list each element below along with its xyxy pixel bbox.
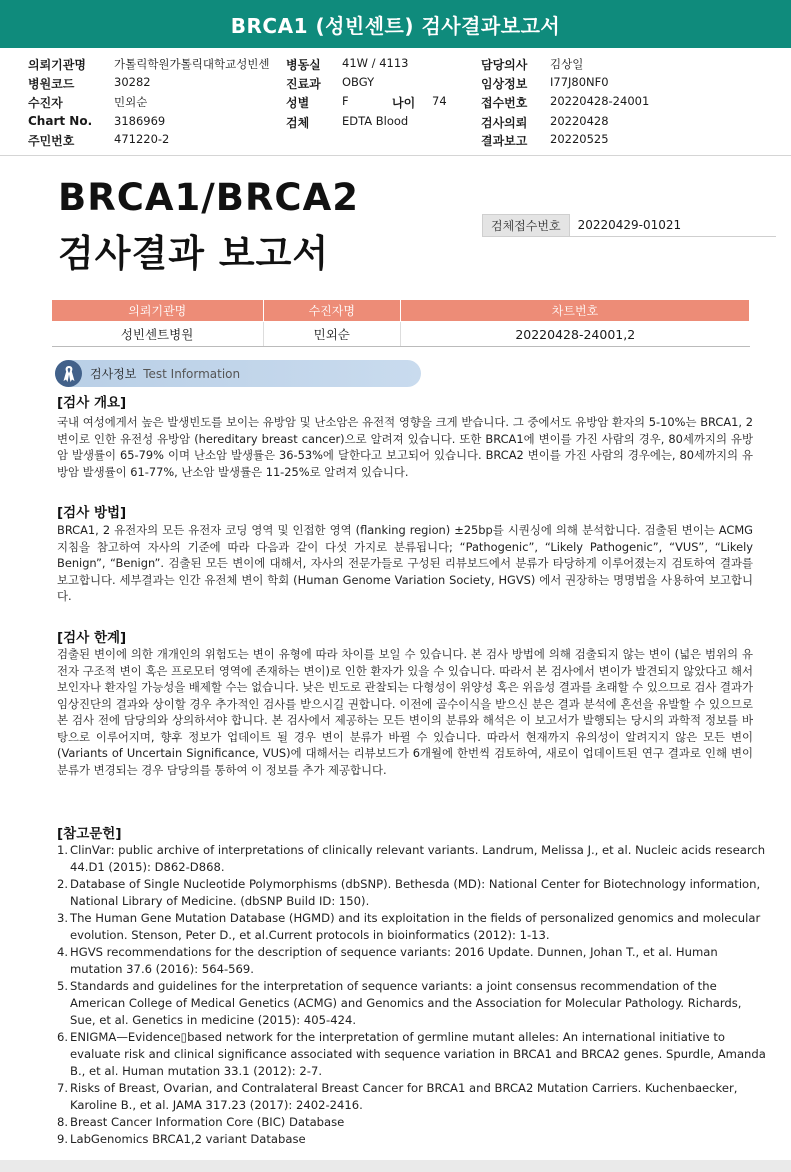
specimen-receipt-value: 20220429-01021	[570, 214, 776, 237]
references-heading: [참고문헌]	[57, 826, 122, 842]
institution-value: 가톨릭학원가톨릭대학교성빈센	[114, 57, 270, 71]
hospital-code-label: 병원코드	[28, 77, 75, 91]
hospital-code-value: 30282	[114, 75, 151, 89]
summary-table-row	[52, 322, 750, 347]
reference-item: 1. ClinVar: public archive of interpretations of clinically relevant variants. Landrum, Melissa J., et al. Nucleic acids research 44.D1 (2015): D862-D868.	[57, 843, 766, 874]
report-date-value: 20220525	[550, 132, 609, 146]
ward-value: 41W / 4113	[342, 56, 409, 70]
receipt-label: 접수번호	[481, 96, 528, 110]
method-heading: [검사 방법]	[57, 505, 127, 521]
ribbon-icon	[55, 360, 82, 387]
meta-row-2	[28, 75, 778, 93]
specimen-receipt-label: 검체접수번호	[482, 214, 570, 237]
chart-no-label: Chart No.	[28, 114, 93, 128]
reference-item: 2. Database of Single Nucleotide Polymorphisms (dbSNP). Bethesda (MD): National Center for Biotechnology information, National Library of Medicine. (dbSNP Build ID: 150).	[57, 877, 761, 908]
request-label: 검사의뢰	[481, 116, 528, 130]
reference-item: 9. LabGenomics BRCA1,2 variant Database	[57, 1132, 306, 1146]
header-divider	[0, 155, 791, 156]
report-header-title: BRCA1 (성빈센트) 검사결과보고서	[230, 13, 561, 38]
overview-heading: [검사 개요]	[57, 395, 127, 411]
summary-table	[51, 299, 750, 347]
reference-item: 5. Standards and guidelines for the interpretation of sequence variants: a joint consensus recommendation of the American College of Medical Genetics (ACMG) and Genomics and the Association for Molecular Pathology. Richards, Sue, et al. Genetics in medicine (2015): 405-424.	[57, 979, 742, 1027]
doctor-label: 담당의사	[481, 58, 528, 72]
summary-chart: 20220428-24001,2	[400, 322, 749, 347]
chart-no-value: 3186969	[114, 114, 166, 128]
sex-label: 성별	[286, 96, 310, 110]
section-title	[90, 365, 240, 382]
receipt-value: 20220428-24001	[550, 94, 650, 108]
summary-header-institution: 의뢰기관명	[52, 300, 264, 322]
id-label: 주민번호	[28, 134, 75, 148]
age-value: 74	[432, 94, 447, 108]
specimen-receipt-box	[482, 214, 776, 237]
references-list	[57, 842, 767, 1148]
report-title-line1: BRCA1/BRCA2	[58, 176, 359, 219]
reference-item: 4. HGVS recommendations for the description of sequence variants: 2016 Update. Dunnen, Johan T., et al. Human mutation 37.6 (2016): 564-569.	[57, 945, 718, 976]
request-value: 20220428	[550, 114, 609, 128]
clinical-value: I77J80NF0	[550, 75, 609, 89]
department-label: 진료과	[286, 77, 321, 91]
summary-table-header	[52, 300, 750, 322]
reference-item: 6. ENIGMA—Evidence▯based network for the interpretation of germline mutant alleles: An international initiative to evaluate risk and clinical significance associated with sequence variation in BRCA1 and BRCA2 genes. Spurdle, Amanda B., et al. Human mutation 33.1 (2012): 2-7.	[57, 1030, 766, 1078]
institution-label: 의뢰기관명	[28, 58, 86, 72]
test-info-section-header	[55, 360, 421, 387]
limits-heading: [검사 한계]	[57, 630, 127, 646]
reference-item: 7. Risks of Breast, Ovarian, and Contralateral Breast Cancer for BRCA1 and BRCA2 Mutation Carriers. Kuchenbaecker, Karoline B., et al. JAMA 317.23 (2017): 2402-2416.	[57, 1081, 738, 1112]
reference-item: 8. Breast Cancer Information Core (BIC) Database	[57, 1115, 345, 1129]
limits-text: 검출된 변이에 의한 개개인의 위험도는 변이 유형에 따라 차이를 보일 수 있습니다. 본 검사 방법에 의해 검출되지 않는 변이 (넓은 범위의 유전자 구조적 변이 혹은 프로모터 영역에 존재하는 변이)로 인한 환자가 있을 수 있습니다. 따라서 본 검사에서 변이가 발견되지 않았다고 해서 보인자나 환자일 가능성을 배제할 수는 없습니다. 낮은 빈도로 관찰되는 다형성이 위양성 혹은 위음성 결과를 초래할 수 있으므로 검사 결과가 임상진단의 결과와 상이할 경우 추가적인 검사를 받으시길 권합니다. 이전에 골수이식을 받으신 분은 결과 분석에 혼선을 유발할 수 있으므로 본 검사 전에 담당의와 상의하셔야 합니다. 본 검사에서 제공하는 모든 변이의 분류와 해석은 이 보고서가 발행되는 당시의 과학적 정보를 바탕으로 이루어지며, 향후 정보가 업데이트 될 경우 변이 분류가 바뀔 수 있습니다. 따라서 현재까지 유의성이 알려지지 않은 모든 변이 (Variants of Uncertain Significance, VUS)에 대해서는 리뷰보드가 6개월에 한번씩 검토하여, 새로이 업데이트된 연구 결과로 인해 변이 분류가 변경되는 경우 담당의를 통하여 이 정보를 추가 제공합니다.	[57, 647, 753, 777]
summary-header-patient: 수진자명	[263, 300, 400, 322]
specimen-label: 검체	[286, 116, 310, 130]
section-title-en: Test Information	[143, 367, 241, 381]
meta-row-4	[28, 114, 778, 132]
reference-item: 3. The Human Gene Mutation Database (HGMD) and its exploitation in the fields of personalized genomics and molecular evolution. Stenson, Peter D., et al.Current protocols in bioinformatics (2012): 1-13.	[57, 911, 761, 942]
specimen-value: EDTA Blood	[342, 114, 409, 128]
report-title-line2: 검사결과 보고서	[58, 232, 330, 275]
summary-header-chart: 차트번호	[400, 300, 749, 322]
overview-text: 국내 여성에게서 높은 발생빈도를 보이는 유방암 및 난소암은 유전적 영향을 크게 받습니다. 그 중에서도 유방암 환자의 5-10%는 BRCA1, 2 변이로 인한 유전성 유방암 (hereditary breast cancer)으로 알려져 있습니다. 또한 BRCA1에 변이를 가진 사람의 경우, 80세까지의 유방암 발생률이 65-79% 이며 난소암 발생률은 36-53%에 달한다고 보고되어 있습니다. BRCA2 변이를 가진 사람의 경우에는, 80세까지의 유방암 발생률이 61-77%, 난소암 발생률은 11-25%로 알려져 있습니다.	[57, 415, 753, 479]
sex-value: F	[342, 94, 349, 108]
department-value: OBGY	[342, 75, 375, 89]
summary-institution: 성빈센트병원	[52, 322, 264, 347]
meta-row-5	[28, 132, 778, 150]
patient-label: 수진자	[28, 96, 63, 110]
report-title	[58, 173, 359, 279]
meta-row-3	[28, 94, 778, 112]
meta-row-1	[28, 56, 778, 74]
patient-value: 민외순	[114, 95, 148, 109]
age-label: 나이	[392, 96, 416, 110]
report-header-bar	[0, 0, 791, 48]
id-value: 471220-2	[114, 132, 170, 146]
doctor-value: 김상일	[550, 57, 584, 71]
section-title-ko: 검사정보	[90, 367, 137, 381]
page-bottom-band	[0, 1160, 791, 1172]
report-date-label: 결과보고	[481, 134, 528, 148]
method-text: BRCA1, 2 유전자의 모든 유전자 코딩 영역 및 인접한 영역 (flanking region) ±25bp를 시퀀싱에 의해 분석합니다. 검출된 변이는 ACMG 지침을 참고하여 자사의 기준에 따라 다음과 같이 다섯 가지로 분류됩니다; “Pathogenic”, “Likely Pathogenic”, “VUS”, “Likely Benign”, “Benign”. 검출된 모든 변이에 대해서, 자사의 전문가들로 구성된 리뷰보드에서 분류가 타당하게 이루어졌는지 검토하여 결과를 보고합니다. 세부결과는 인간 유전체 변이 학회 (Human Genome Variation Society, HGVS) 에서 권장하는 명명법을 사용하여 보고합니다.	[57, 523, 753, 603]
ward-label: 병동실	[286, 58, 321, 72]
clinical-label: 임상정보	[481, 77, 528, 91]
summary-patient: 민외순	[263, 322, 400, 347]
